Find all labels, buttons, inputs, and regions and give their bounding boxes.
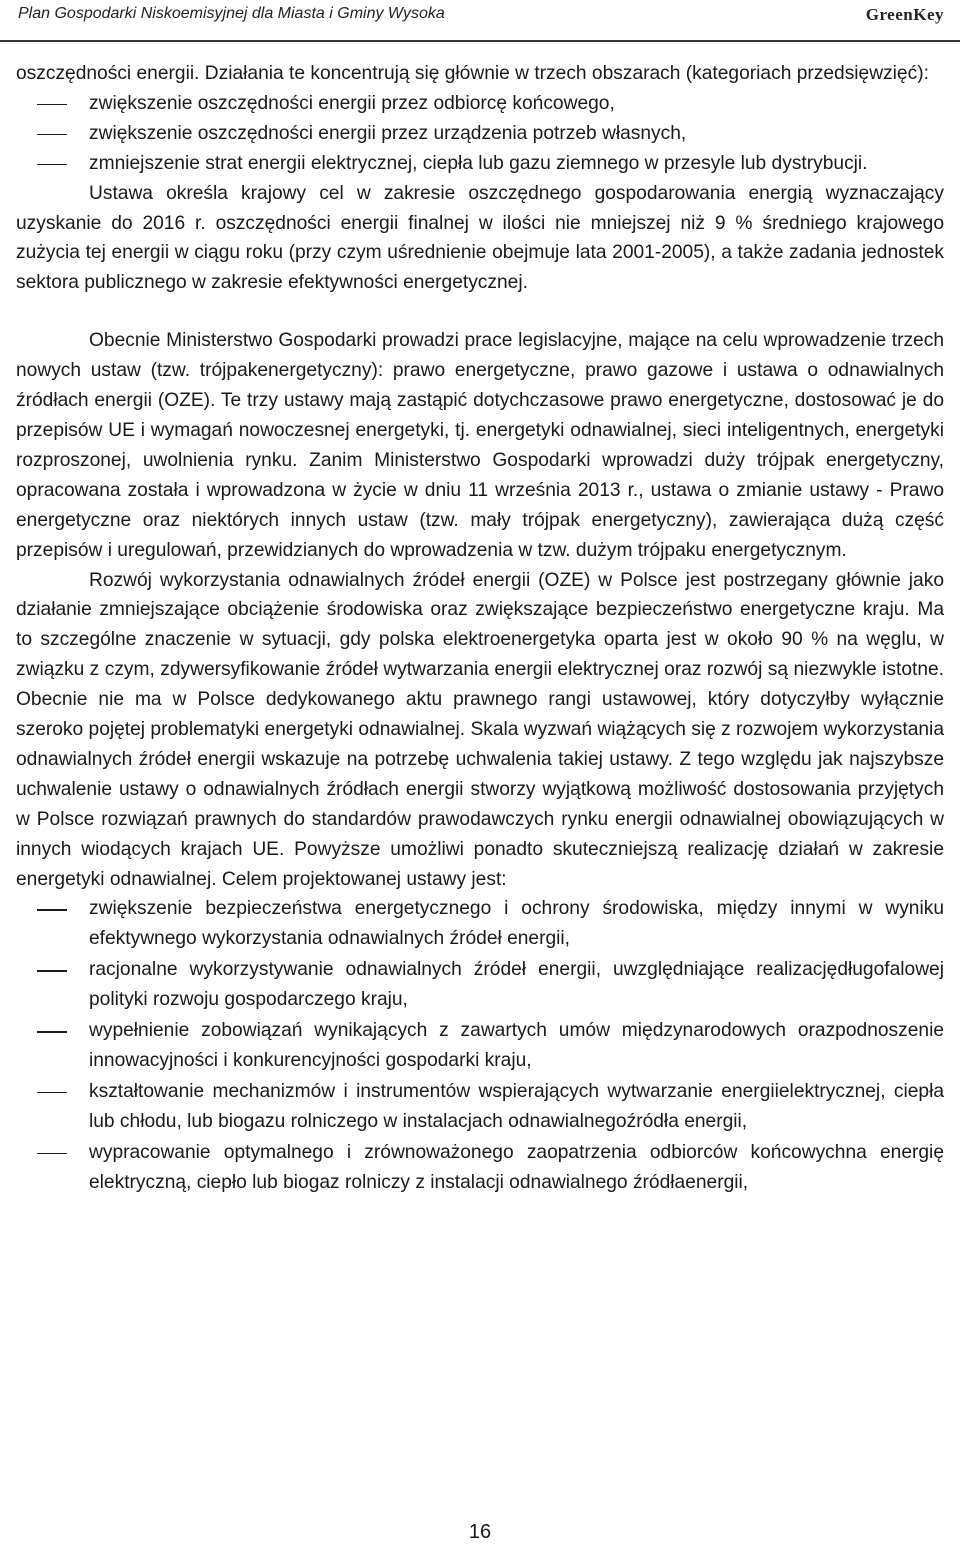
law-goals-list — [16, 894, 944, 1197]
list-item: wypracowanie optymalnego i zrównoważonego zaopatrzenia odbiorców końcowychna energię elektryczną, ciepło lub biogaz rolniczy z instalacji odnawialnego źródłaenergii, — [89, 1138, 944, 1198]
list-item: zwiększenie bezpieczeństwa energetycznego i ochrony środowiska, między innymi w wyniku efektywnego wykorzystania odnawialnych źródeł energii, — [89, 894, 944, 954]
paragraph-ministerstwo: Obecnie Ministerstwo Gospodarki prowadzi prace legislacyjne, mające na celu wprowadzenie trzech nowych ustaw (tzw. trójpakenergetyczny): prawo energetyczne, prawo gazowe i ustawa o odnawialnych źródłach energii (OZE). Te trzy ustawy mają zastąpić dotychczasowe prawo energetyczne, dostosować je do przepisów UE i wymagań nowoczesnej energetyki, tj. energetyki odnawialnej, sieci inteligentnych, energetyki rozproszonej, uwolnienia rynku. Zanim Ministerstwo Gospodarki wprowadzi duży trójpak energetyczny, opracowana została i wprowadzona w życie w dniu 11 września 2013 r., ustawa o zmianie ustawy - Prawo energetyczne oraz niektórych innych ustaw (tzw. mały trójpak energetyczny), zawierająca dużą część przepisów i uregulowań, przewidzianych do wprowadzenia w tzw. dużym trójpaku energetycznym. — [16, 330, 944, 561]
header-title: Plan Gospodarki Niskoemisyjnej dla Miasta i Gminy Wysoka — [18, 5, 445, 22]
page-number: 16 — [468, 1521, 492, 1543]
list-item: wypełnienie zobowiązań wynikających z zawartych umów międzynarodowych orazpodnoszenie innowacyjności i konkurencyjności gospodarki kraju, — [89, 1016, 944, 1076]
list-item: kształtowanie mechanizmów i instrumentów wspierających wytwarzanie energiielektrycznej, ciepła lub chłodu, lub biogazu rolniczego w instalacjach odnawialnegoźródła energii, — [89, 1077, 944, 1137]
document-body — [16, 59, 944, 1198]
page-header — [0, 0, 960, 42]
intro-paragraph: oszczędności energii. Działania te koncentrują się głównie w trzech obszarach (kategoriach przedsięwzięć): — [16, 63, 929, 84]
list-item: zwiększenie oszczędności energii przez odbiorcę końcowego, — [89, 89, 944, 119]
header-brand-logo: GreenKey — [865, 5, 944, 24]
action-areas-list — [16, 89, 944, 179]
list-item: zwiększenie oszczędności energii przez urządzenia potrzeb własnych, — [89, 119, 944, 149]
paragraph-oze: Rozwój wykorzystania odnawialnych źródeł energii (OZE) w Polsce jest postrzegany głównie jako działanie zmniejszające obciążenie środowiska oraz zwiększające bezpieczeństwo energetyczne kraju. Ma to szczególne znaczenie w sytuacji, gdy polska elektroenergetyka oparta jest w około 90 % na węglu, w związku z czym, zdywersyfikowanie źródeł wytwarzania energii elektrycznej oraz rozwój są niezwykle istotne. Obecnie nie ma w Polsce dedykowanego aktu prawnego rangi ustawowej, który dotyczyłby wyłącznie szeroko pojętej problematyki energetyki odnawialnej. Skala wyzwań wiążących się z rozwojem wykorzystania odnawialnych źródeł energii wskazuje na potrzebę uchwalenia takiej ustawy. Z tego względu jak najszybsze uchwalenie ustawy o odnawialnych źródłach energii stworzy wyjątkową możliwość dostosowania przyjętych w Polsce rozwiązań prawnych do standardów prawodawczych rynku energii odnawialnej obowiązujących w innych wiodących krajach UE. Powyższe umożliwi ponadto skuteczniejszą realizację działań w zakresie energetyki odnawialnej. Celem projektowanej ustawy jest: — [16, 569, 944, 890]
list-item: zmniejszenie strat energii elektrycznej, ciepła lub gazu ziemnego w przesyle lub dystrybucji. — [89, 149, 944, 179]
list-item: racjonalne wykorzystywanie odnawialnych źródeł energii, uwzględniające realizacjędługofalowej polityki rozwoju gospodarczego kraju, — [89, 955, 944, 1015]
paragraph-ustawa: Ustawa określa krajowy cel w zakresie oszczędnego gospodarowania energią wyznaczający uzyskanie do 2016 r. oszczędności energii finalnej w ilości nie mniejszej niż 9 % średniego krajowego zużycia tej energii w ciągu roku (przy czym uśrednienie obejmuje lata 2001-2005), a także zadania jednostek sektora publicznego w zakresie efektywności energetycznej. — [16, 182, 944, 294]
